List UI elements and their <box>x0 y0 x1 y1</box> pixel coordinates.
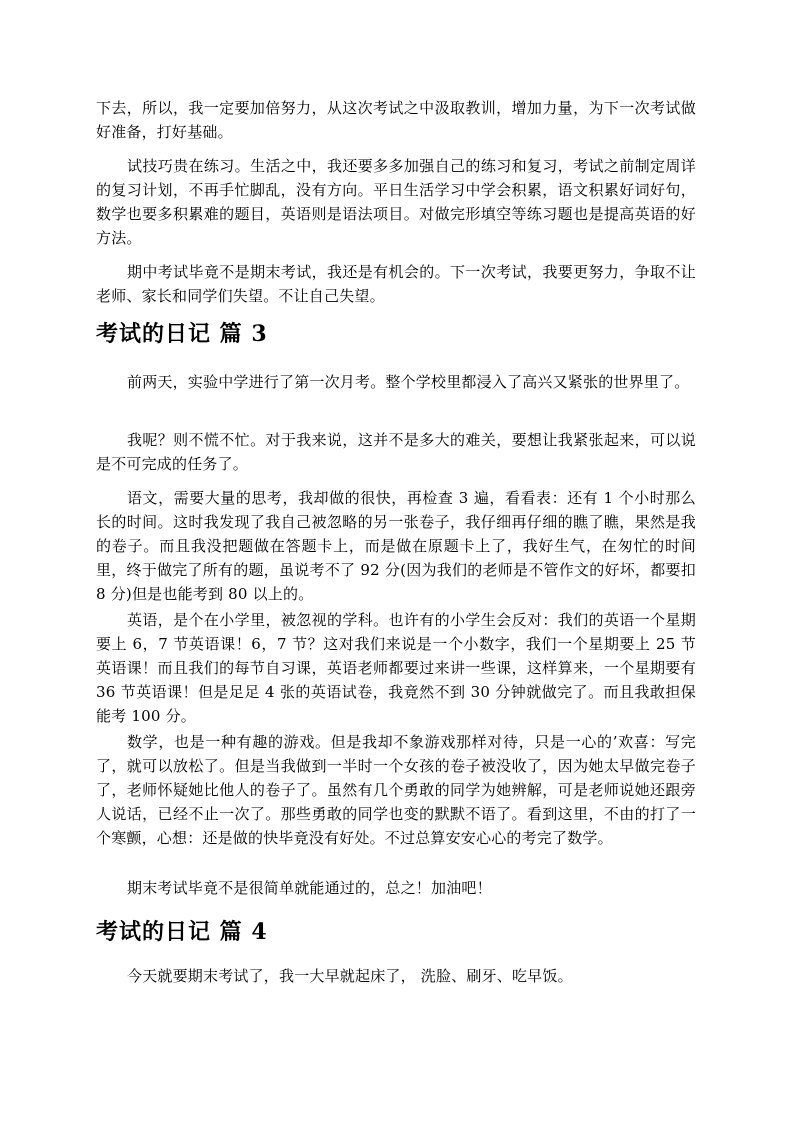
paragraph-english: 英语，是个在小学里，被忽视的学科。也许有的小学生会反对：我们的英语一个星期要上 6，7 节英语课！6，7 节？这对我们来说是一个小数字，我们一个星期要上 25 节英语课！而且我们的每节自习课，英语老师都要过来讲一些课，这样算来，一个星期要有 36 节英语课！但是足足 4 张的英语试卷，我竟然不到 30 分钟就做完了。而且我敢担保能考 100 分。 <box>96 611 696 725</box>
paragraph-not-nervous: 我呢？则不慌不忙。对于我来说，这并不是多大的难关，要想让我紧张起来，可以说是不可完成的任务了。 <box>96 431 696 473</box>
paragraph-study-skills: 试技巧贵在练习。生活之中，我还要多多加强自己的练习和复习，考试之前制定周详的复习计划，不再手忙脚乱，没有方向。平日生活学习中学会积累，语文积累好词好句，数学也要多积累难的题目，英语则是语法项目。对做完形填空等练习题也是提高英语的好方法。 <box>96 157 696 247</box>
paragraph-final-exam-morning: 今天就要期末考试了，我一大早就起床了， 洗脸、刷牙、吃早饭。 <box>127 967 573 985</box>
paragraph-monthly-exam: 前两天，实验中学进行了第一次月考。整个学校里都浸入了高兴又紧张的世界里了。 <box>127 373 690 391</box>
section-heading-4: 考试的日记 篇 4 <box>96 919 268 945</box>
section-heading-3: 考试的日记 篇 3 <box>96 321 268 347</box>
paragraph-math: 数学，也是一种有趣的游戏。但是我却不象游戏那样对待，只是一心的’欢喜：写完了，就可以放松了。但是当我做到一半时一个女孩的卷子被没收了，因为她太早做完卷子了，老师怀疑她比他人的卷子了。虽然有几个勇敢的同学为她辨解，可是老师说她还跟旁人说话，已经不止一次了。那些勇敢的同学也变的默默不语了。看到这里，不由的打了一个寒颤，心想：还是做的快毕竟没有好处。不过总算安安心心的考完了数学。 <box>96 733 696 847</box>
paragraph-chinese: 语文，需要大量的思考，我却做的很快，再检查 3 遍，看看表：还有 1 个小时那么长的时间。这时我发现了我自己被忽略的另一张卷子，我仔细再仔细的瞧了瞧，果然是我的卷子。而且我没把题做在答题卡上，而是做在原题卡上了，我好生气，在匆忙的时间里，终于做完了所有的题，虽说考不了 92 分(因为我们的老师是不管作文的好坏，都要扣 8 分)但是也能考到 80 以上的。 <box>96 489 696 603</box>
paragraph-midterm: 期中考试毕竟不是期末考试，我还是有机会的。下一次考试，我要更努力，争取不让老师、家长和同学们失望。不让自己失望。 <box>96 263 696 305</box>
paragraph-continued: 下去，所以，我一定要加倍努力，从这次考试之中汲取教训，增加力量，为下一次考试做好准备，打好基础。 <box>96 99 696 141</box>
paragraph-conclusion: 期末考试毕竟不是很简单就能通过的，总之！加油吧！ <box>127 879 492 897</box>
